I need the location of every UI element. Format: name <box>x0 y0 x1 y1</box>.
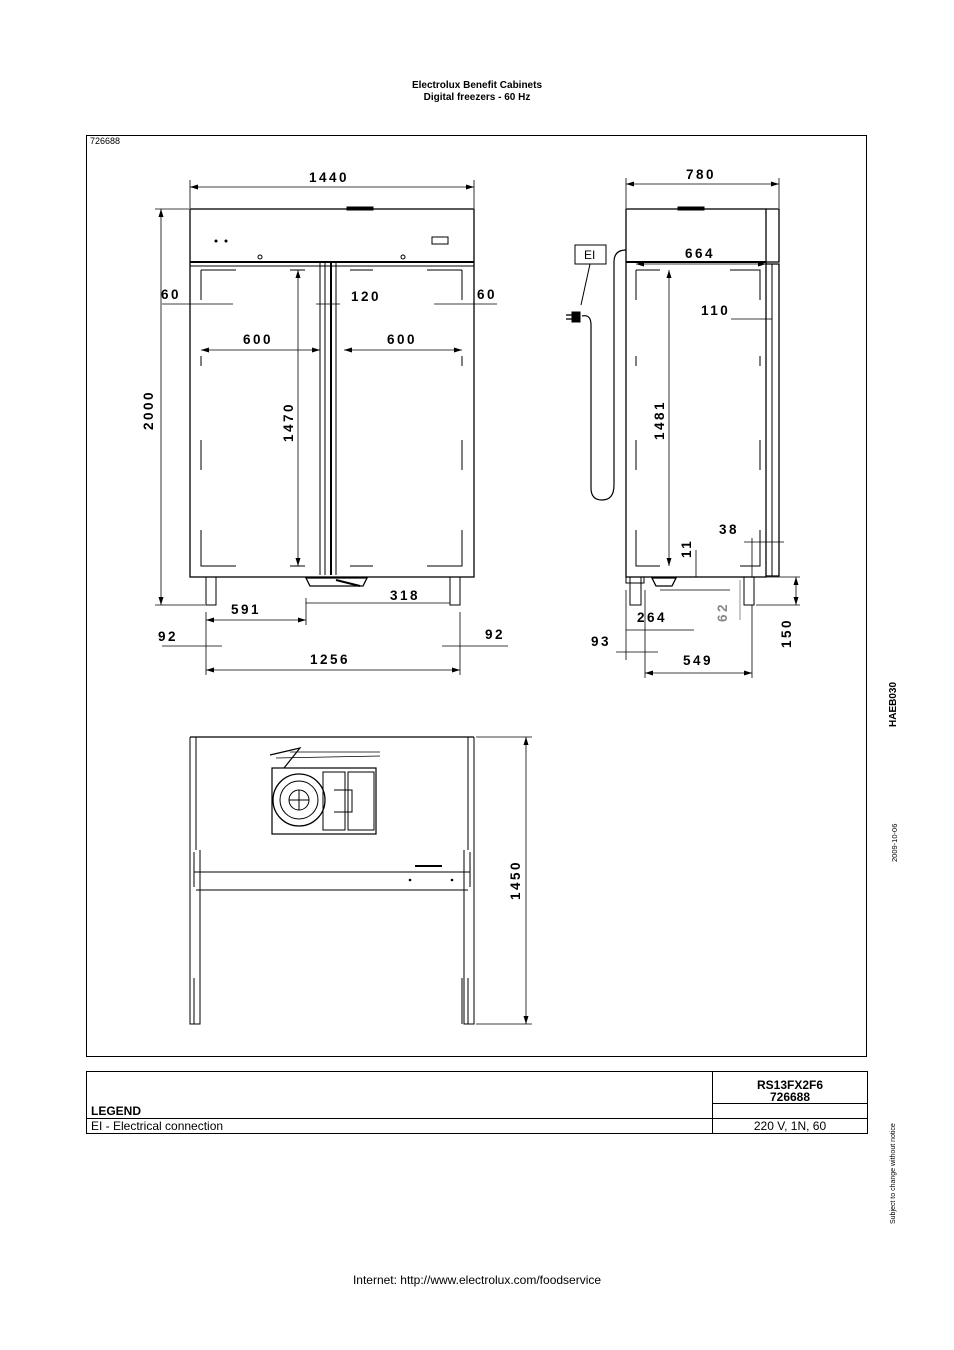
side-view <box>566 167 800 678</box>
dim-inner-height: 1481 <box>652 399 667 440</box>
dim-right-leg-offset: 318 <box>390 588 421 603</box>
connection-label: EI <box>584 248 596 262</box>
top-view <box>190 737 532 1024</box>
side-date: 2009-10-06 <box>890 823 899 862</box>
footer-url: Internet: http://www.electrolux.com/foodservice <box>352 1273 602 1287</box>
dim-top-height: 1450 <box>508 859 523 900</box>
legend-table <box>86 1071 868 1134</box>
dim-foot-span: 549 <box>683 653 714 668</box>
side-notice: Subject to change without notice <box>890 1123 897 1224</box>
dim-leg-span: 1256 <box>310 652 351 667</box>
dim-base-height: 150 <box>779 617 794 648</box>
dim-side-depth: 780 <box>686 167 717 182</box>
dim-door-thickness: 38 <box>719 522 740 537</box>
dim-rear-offset: 93 <box>591 634 612 649</box>
dim-front-width: 1440 <box>309 170 350 185</box>
dim-side-gap-left: 60 <box>161 287 182 302</box>
header-subtitle: Digital freezers - 60 Hz <box>423 92 531 103</box>
dim-center-gap: 120 <box>351 289 382 304</box>
dim-left-leg-offset: 591 <box>231 602 262 617</box>
legend-item-value: 220 V, 1N, 60 <box>713 1119 868 1134</box>
model-name: RS13FX2F6 <box>756 1078 824 1092</box>
dim-front-height: 2000 <box>141 389 156 430</box>
header-title: Electrolux Benefit Cabinets <box>411 80 543 91</box>
dim-foot-offset: 264 <box>637 610 668 625</box>
legend-item-label: EI - Electrical connection <box>87 1119 713 1134</box>
dim-door-height: 1470 <box>281 401 296 442</box>
dim-side-gap-right: 60 <box>477 287 498 302</box>
front-view <box>141 170 508 675</box>
legend-title: LEGEND <box>87 1072 713 1119</box>
legend-row <box>87 1119 868 1134</box>
dim-door-offset: 110 <box>701 303 731 318</box>
dim-bottom-gap: 11 <box>679 538 694 558</box>
model-code: 726688 <box>769 1090 811 1104</box>
model-cell <box>713 1072 868 1104</box>
side-code: HAEB030 <box>888 681 899 727</box>
dim-right-edge-offset: 92 <box>485 627 506 642</box>
dim-foot-height: 62 <box>715 601 730 622</box>
dim-right-door-width: 600 <box>387 332 418 347</box>
model-spacer <box>713 1104 868 1119</box>
dim-left-door-width: 600 <box>243 332 274 347</box>
drawing-code: 726688 <box>90 136 121 146</box>
dim-inner-depth: 664 <box>685 246 716 261</box>
dim-left-edge-offset: 92 <box>158 629 179 644</box>
